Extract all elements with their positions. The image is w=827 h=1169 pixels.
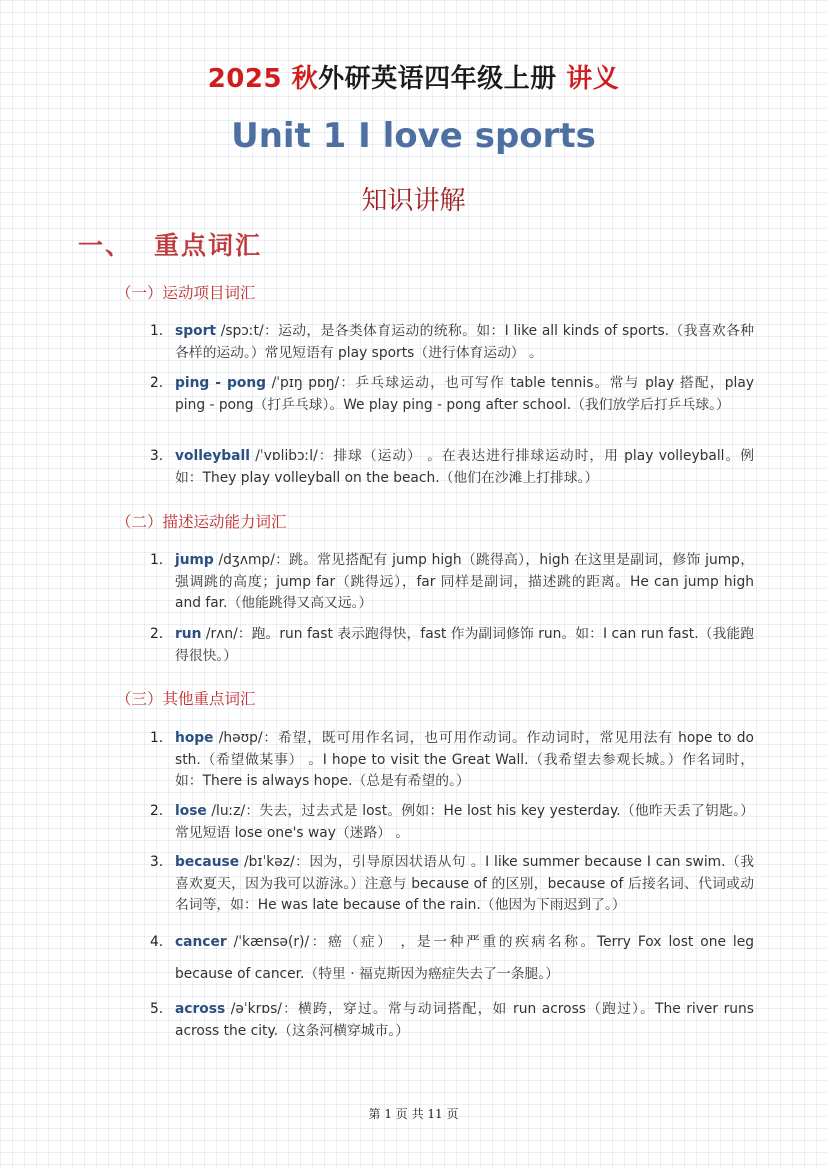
- vocab-explanation: /ˈpɪŋ pɒŋ/：乒乓球运动，也可写作 table tennis。常与 play 搭配，play ping - pong（打乒乓球）。We play ping - pong after school.（我们放学后打乒乓球。）: [175, 375, 754, 413]
- vocab-word: because: [175, 854, 240, 870]
- title-tail: 讲义: [566, 64, 620, 94]
- vocab-explanation: /bɪˈkəz/：因为，引导原因状语从句 。I like summer because I can swim.（我喜欢夏天，因为我可以游泳。）注意与 because of 的区别，because of 后接名词、代词或动名词等，如：He was late because of the rain.（他因为下雨迟到了。）: [175, 854, 754, 913]
- vocab-explanation: /ˈvɒlibɔːl/：排球（运动） 。在表达进行排球运动时，用 play volleyball。例如：They play volleyball on the beach.（他们在沙滩上打排球。）: [175, 448, 754, 486]
- title-main: 外研英语四年级上册: [318, 64, 557, 94]
- vocab-explanation: /əˈkrɒs/：横跨，穿过。常与动词搭配，如 run across（跑过）。The river runs across the city.（这条河横穿城市。）: [175, 1001, 754, 1039]
- part-title: 重点词汇: [154, 231, 263, 260]
- item-number: 5.: [150, 1001, 164, 1017]
- group-heading-sports-items: （一）运动项目词汇: [116, 284, 256, 302]
- vocab-explanation: /dʒʌmp/：跳。常见搭配有 jump high（跳得高），high 在这里是副词，修饰 jump，强调跳的高度；jump far（跳得远），far 同样是副词，描述跳的距离。He can jump high and far.（他能跳得又高又远。）: [175, 552, 754, 611]
- item-number: 1.: [150, 730, 164, 746]
- vocab-word: volleyball: [175, 448, 250, 464]
- vocab-item: [150, 373, 754, 416]
- vocab-item: [150, 852, 754, 917]
- document-title: [0, 58, 827, 95]
- vocab-item: [150, 926, 754, 990]
- vocab-explanation: /həʊp/：希望，既可用作名词，也可用作动词。作动词时，常见用法有 hope to do sth.（希望做某事） 。I hope to visit the Great Wall.（我希望去参观长城。）作名词时，如：There is always hope.（总是有希望的。）: [175, 730, 754, 789]
- vocab-item: [150, 999, 754, 1042]
- part-heading: [78, 226, 262, 262]
- vocab-item: [150, 321, 754, 364]
- unit-title: Unit 1 I love sports: [231, 116, 596, 156]
- group-heading-ability: （二）描述运动能力词汇: [116, 513, 287, 531]
- vocab-item: [150, 624, 754, 667]
- vocab-explanation: /spɔːt/：运动，是各类体育运动的统称。如：I like all kinds of sports.（我喜欢各种各样的运动。）常见短语有 play sports（进行体育运动） 。: [175, 323, 754, 361]
- vocab-explanation: /luːz/：失去，过去式是 lost。例如：He lost his key yesterday.（他昨天丢了钥匙。）常见短语 lose one's way（迷路） 。: [175, 803, 754, 841]
- item-number: 2.: [150, 626, 164, 642]
- item-number: 1.: [150, 552, 164, 568]
- vocab-item: [150, 550, 754, 615]
- item-number: 3.: [150, 448, 164, 464]
- vocab-word: lose: [175, 803, 207, 819]
- part-number: 一、: [78, 231, 133, 260]
- vocab-word: jump: [175, 552, 214, 568]
- title-year: 2025: [207, 64, 283, 94]
- vocab-item: [150, 446, 754, 489]
- vocab-item: [150, 728, 754, 793]
- item-number: 2.: [150, 803, 164, 819]
- vocab-word: hope: [175, 730, 214, 746]
- vocab-word: ping - pong: [175, 375, 267, 391]
- vocab-word: sport: [175, 323, 216, 339]
- item-number: 2.: [150, 375, 164, 391]
- vocab-word: run: [175, 626, 202, 642]
- vocab-word: across: [175, 1001, 226, 1017]
- item-number: 3.: [150, 854, 164, 870]
- item-number: 1.: [150, 323, 164, 339]
- vocab-explanation: /ˈkænsə(r)/：癌（症） ，是一种严重的疾病名称。Terry Fox lost one leg because of cancer.（特里 · 福克斯因为癌症失去了一条腿。）: [175, 934, 754, 982]
- page-footer: 第 1 页 共 11 页: [368, 1107, 459, 1121]
- item-number: 4.: [150, 934, 164, 950]
- vocab-word: cancer: [175, 934, 227, 950]
- title-season: 秋: [291, 64, 319, 94]
- vocab-explanation: /rʌn/：跑。run fast 表示跑得快，fast 作为副词修饰 run。如：I can run fast.（我能跑得很快。）: [175, 626, 754, 664]
- group-heading-other: （三）其他重点词汇: [116, 690, 256, 708]
- vocab-item: [150, 801, 754, 844]
- section-title: 知识讲解: [361, 186, 466, 216]
